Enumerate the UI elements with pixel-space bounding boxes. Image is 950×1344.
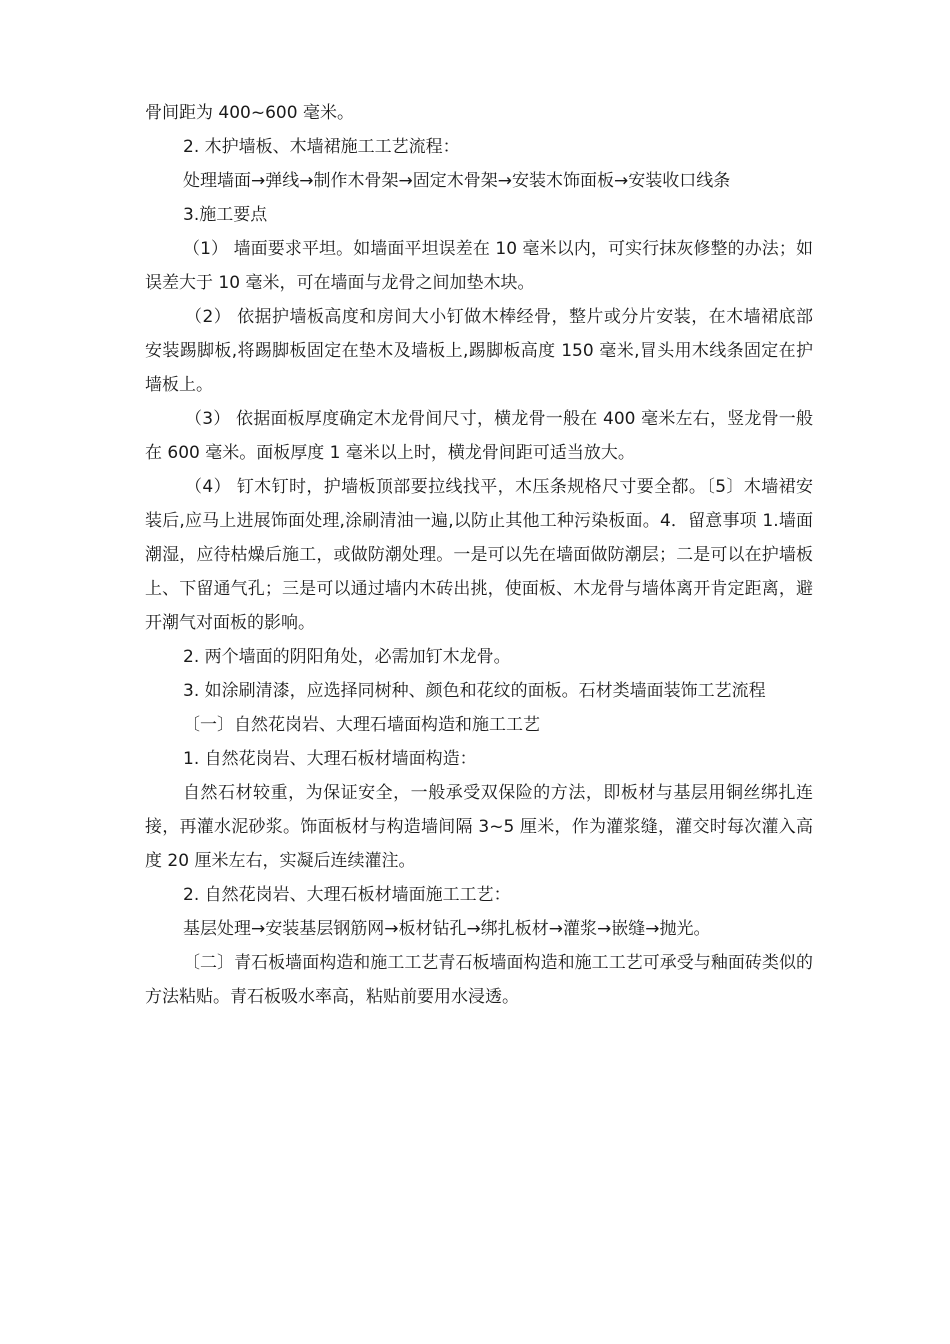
paragraph-corner-note: 2. 两个墙面的阴阳角处，必需加钉木龙骨。 [183,647,511,667]
document-body [145,96,813,1014]
paragraph-bluestone: 〔二〕青石板墙面构造和施工工艺青石板墙面构造和施工工艺可承受与釉面砖类似的方法粘贴。青石板吸水率高，粘贴前要用水浸透。 [145,953,813,1007]
heading-wood-panel-process: 2. 木护墙板、木墙裙施工工艺流程： [183,137,460,157]
paragraph-point-4: （4） 钉木钉时，护墙板顶部要拉线找平，木压条规格尺寸要全都。〔5〕木墙裙安装后,应马上进展饰面处理,涂刷清油一遍,以防止其他工种污染板面。4．留意事项 1.墙面潮湿，应待枯燥后施工，或做防潮处理。一是可以先在墙面做防潮层；二是可以在护墙板上、下留通气孔；三是可以通过墙内木砖出挑，使面板、木龙骨与墙体离开肯定距离，避开潮气对面板的影响。 [145,477,813,633]
heading-stone-process: 2. 自然花岗岩、大理石板材墙面施工工艺： [183,885,511,905]
paragraph-point-2: （2） 依据护墙板高度和房间大小钉做木棒经骨，整片或分片安装，在木墙裙底部安装踢脚板,将踢脚板固定在垫木及墙板上,踢脚板高度 150 毫米,冒头用木线条固定在护墙板上。 [145,307,813,395]
paragraph-point-1: （1） 墙面要求平坦。如墙面平坦误差在 10 毫米以内，可实行抹灰修整的办法；如误差大于 10 毫米，可在墙面与龙骨之间加垫木块。 [145,239,813,293]
heading-granite-marble: 〔一〕自然花岗岩、大理石墙面构造和施工工艺 [183,715,540,735]
heading-construction-points: 3.施工要点 [183,205,268,225]
heading-stone-structure: 1. 自然花岗岩、大理石板材墙面构造： [183,749,477,769]
paragraph-point-3: （3） 依据面板厚度确定木龙骨间尺寸，横龙骨一般在 400 毫米左右，竖龙骨一般在 600 毫米。面板厚度 1 毫米以上时，横龙骨间距可适当放大。 [145,409,813,463]
paragraph-stone-structure: 自然石材较重，为保证安全，一般承受双保险的方法，即板材与基层用铜丝绑扎连接，再灌水泥砂浆。饰面板材与构造墙间隔 3~5 厘米，作为灌浆缝，灌交时每次灌入高度 20 厘米左右，实凝后连续灌注。 [145,783,813,871]
paragraph-varnish-note: 3. 如涂刷清漆，应选择同树种、颜色和花纹的面板。石材类墙面装饰工艺流程 [183,681,766,701]
paragraph-stone-flow: 基层处理→安装基层钢筋网→板材钻孔→绑扎板材→灌浆→嵌缝→抛光。 [183,919,711,939]
paragraph-joist-spacing: 骨间距为 400~600 毫米。 [145,103,354,123]
paragraph-process-flow: 处理墙面→弹线→制作木骨架→固定木骨架→安装木饰面板→安装收口线条 [183,171,731,191]
